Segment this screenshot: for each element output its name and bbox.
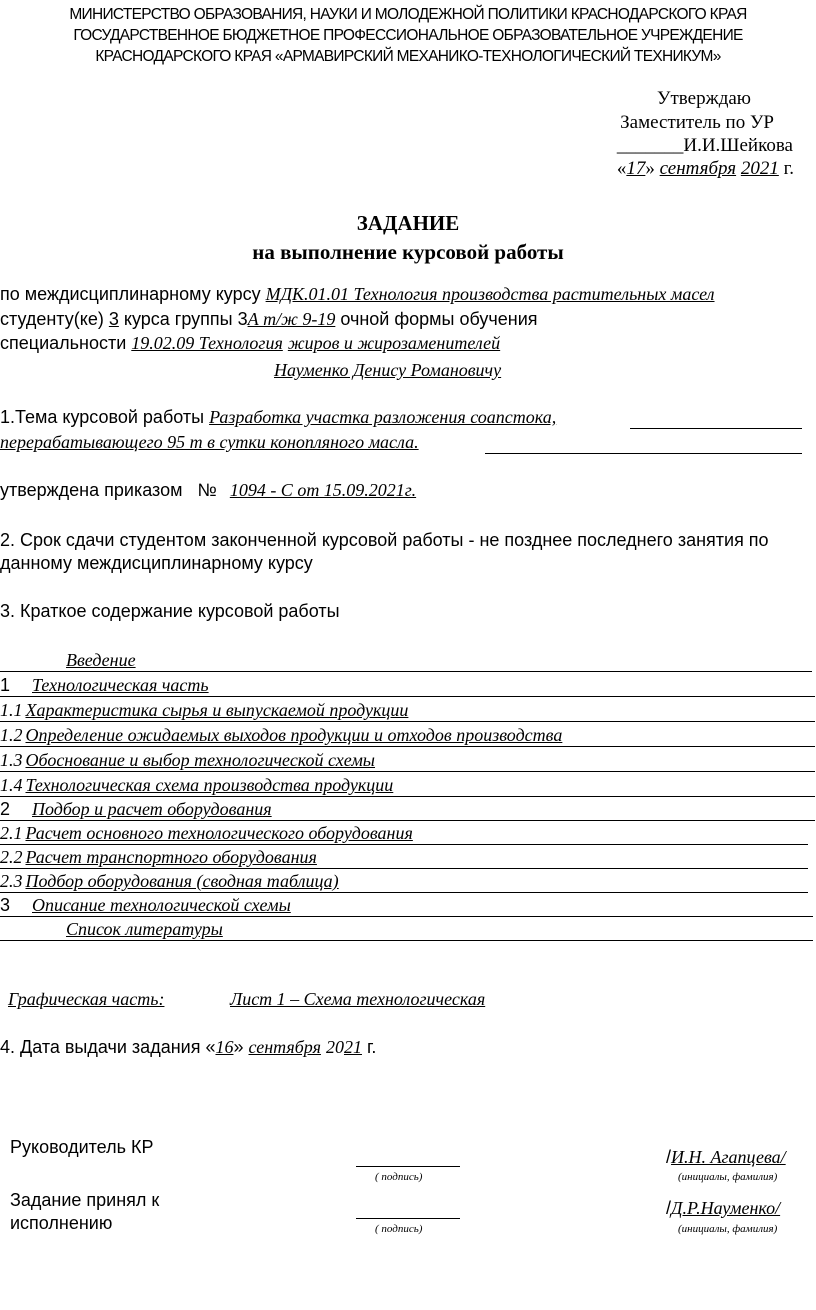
topic-value-2: перерабатывающего 95 т в сутки конопляного масла. — [0, 432, 419, 452]
contents-item — [0, 750, 375, 771]
contents-fill-line — [0, 844, 808, 845]
contents-item-number: 2 — [0, 799, 11, 819]
accepted-label-2: исполнению — [10, 1213, 113, 1233]
contents-item-number: 1.4 — [0, 775, 23, 795]
contents-item-number: 1.3 — [0, 750, 23, 770]
form-label: очной формы обучения — [340, 309, 538, 329]
contents-item-number: 1 — [0, 675, 11, 695]
contents-item-text: Расчет транспортного оборудования — [25, 847, 317, 867]
supervisor-name-caption: (инициалы, фамилия) — [678, 1171, 778, 1183]
order-line — [0, 480, 416, 501]
student-name-line — [666, 1198, 780, 1219]
contents-fill-line — [0, 940, 813, 941]
contents-item-number: 2.2 — [0, 847, 23, 867]
issue-suffix: г. — [366, 1037, 377, 1057]
contents-item-number: 1.1 — [0, 700, 23, 720]
group-label: курса группы 3 — [123, 309, 248, 329]
contents-fill-line — [0, 820, 815, 821]
specialty-label: специальности — [0, 333, 127, 353]
specialty-value-2: жиров и жирозаменителей — [287, 333, 501, 353]
approve-year-suffix: г. — [783, 158, 794, 179]
issue-year-b: 21 — [343, 1037, 362, 1057]
supervisor-signature-line — [356, 1166, 460, 1167]
specialty-value: 19.02.09 Технология — [131, 333, 283, 353]
supervisor-name-line — [666, 1147, 786, 1168]
deadline-line-2: данному междисциплинарному курсу — [0, 553, 313, 573]
topic-line — [0, 407, 556, 428]
contents-fill-line — [0, 721, 815, 722]
institution-line: ГОСУДАРСТВЕННОЕ БЮДЖЕТНОЕ ПРОФЕССИОНАЛЬНОЕ ОБРАЗОВАТЕЛЬНОЕ УЧРЕЖДЕНИЕ — [73, 27, 743, 44]
contents-item-number: 2.3 — [0, 871, 23, 891]
contents-fill-line — [0, 892, 808, 893]
student-name-caption: (инициалы, фамилия) — [678, 1223, 778, 1235]
contents-item-text: Определение ожидаемых выходов продукции и отходов производства — [25, 725, 563, 745]
contents-item — [0, 700, 408, 721]
contents-item-text: Обоснование и выбор технологической схемы — [25, 750, 375, 770]
approve-blank: _______ — [616, 135, 684, 156]
contents-item-text: Характеристика сырья и выпускаемой продукции — [25, 700, 409, 720]
approve-position: Заместитель по УР — [620, 112, 774, 133]
contents-fill-line — [0, 868, 808, 869]
order-label: утверждена приказом — [0, 480, 183, 500]
approve-month: сентября — [659, 158, 737, 179]
contents-item — [0, 650, 136, 671]
date-quote-close: » — [645, 158, 655, 179]
contents-item — [0, 919, 223, 940]
date-quote-open: « — [616, 158, 627, 179]
topic-underline-1 — [630, 428, 802, 429]
slash: / — [666, 1198, 672, 1218]
contents-item-text: Расчет основного технологического оборудования — [25, 823, 413, 843]
issue-month: сентября — [248, 1037, 321, 1057]
topic-label: 1.Тема курсовой работы — [0, 407, 205, 427]
issue-quote-close: » — [233, 1037, 244, 1057]
approve-year: 2021 — [740, 158, 779, 179]
student-name: Науменко Денису Романовичу — [274, 360, 502, 380]
group-value: А т/ж 9-19 — [247, 309, 336, 329]
approve-date — [617, 158, 794, 180]
student-label: студенту(ке) — [0, 309, 104, 329]
contents-item-text: Технологическая схема производства продукции — [25, 775, 394, 795]
graphic-label: Графическая часть: — [8, 989, 165, 1009]
approver-name: И.И.Шейкова — [683, 135, 793, 156]
contents-item — [0, 725, 562, 746]
ministry-line: МИНИСТЕРСТВО ОБРАЗОВАНИЯ, НАУКИ И МОЛОДЕЖНОЙ ПОЛИТИКИ КРАСНОДАРСКОГО КРАЯ — [69, 6, 747, 23]
contents-item — [0, 847, 317, 868]
contents-item — [0, 799, 272, 820]
topic-underline-2 — [485, 453, 802, 454]
contents-item-text: Список литературы — [66, 919, 223, 939]
college-line: КРАСНОДАРСКОГО КРАЯ «АРМАВИРСКИЙ МЕХАНИКО-ТЕХНОЛОГИЧЕСКИЙ ТЕХНИКУМ» — [95, 48, 721, 65]
contents-item-number: 1.2 — [0, 725, 23, 745]
issue-day: 16 — [215, 1037, 234, 1057]
approve-name-line — [617, 135, 793, 157]
contents-item-text: Подбор оборудования (сводная таблица) — [25, 871, 339, 891]
contents-item-text: Технологическая часть — [32, 675, 209, 695]
slash: / — [666, 1147, 672, 1167]
contents-fill-line — [0, 771, 815, 772]
accepted-label-1: Задание принял к — [10, 1190, 160, 1210]
student-signature-caption: ( подпись) — [375, 1223, 423, 1235]
issue-date-line — [0, 1037, 376, 1058]
deadline-line-1: 2. Срок сдачи студентом законченной курсовой работы - не позднее последнего занятия по — [0, 530, 769, 550]
contents-item — [0, 775, 393, 796]
student-signature-line — [356, 1218, 460, 1219]
contents-item-text: Подбор и расчет оборудования — [32, 799, 272, 819]
supervisor-signature-caption: ( подпись) — [375, 1171, 423, 1183]
course-line — [0, 284, 715, 305]
course-value: МДК.01.01 Технология производства растительных масел — [265, 284, 715, 304]
student-line — [0, 309, 538, 330]
graphic-value: Лист 1 – Схема технологическая — [230, 989, 486, 1009]
approve-heading: Утверждаю — [657, 88, 751, 109]
contents-fill-line — [0, 916, 813, 917]
contents-item-text: Введение — [66, 650, 136, 670]
contents-fill-line — [0, 696, 815, 697]
supervisor-name: И.Н. Агапцева/ — [671, 1147, 786, 1167]
contents-item — [0, 871, 339, 892]
topic-value: Разработка участка разложения соапстока, — [209, 407, 557, 427]
issue-year-a: 20 — [325, 1037, 344, 1057]
contents-item-number: 3 — [0, 895, 11, 915]
contents-item — [0, 675, 209, 696]
accepting-student-name: Д.Р.Науменко/ — [671, 1198, 781, 1218]
course-year: 3 — [108, 309, 119, 329]
approve-day: 17 — [626, 158, 646, 179]
contents-item-number: 2.1 — [0, 823, 23, 843]
supervisor-label: Руководитель КР — [10, 1137, 154, 1157]
doc-subtitle: на выполнение курсовой работы — [252, 240, 564, 264]
course-label: по междисциплинарному курсу — [0, 284, 261, 304]
doc-title: ЗАДАНИЕ — [356, 211, 460, 235]
issue-date-label: 4. Дата выдачи задания « — [0, 1037, 216, 1057]
contents-fill-line — [0, 746, 815, 747]
contents-item — [0, 895, 291, 916]
contents-fill-line — [0, 796, 815, 797]
contents-item-text: Описание технологической схемы — [32, 895, 291, 915]
contents-heading: 3. Краткое содержание курсовой работы — [0, 601, 340, 621]
specialty-line — [0, 333, 500, 354]
number-sign: № — [197, 480, 217, 500]
order-value: 1094 - С от 15.09.2021г. — [229, 480, 417, 500]
contents-fill-line — [0, 671, 812, 672]
contents-item — [0, 823, 413, 844]
